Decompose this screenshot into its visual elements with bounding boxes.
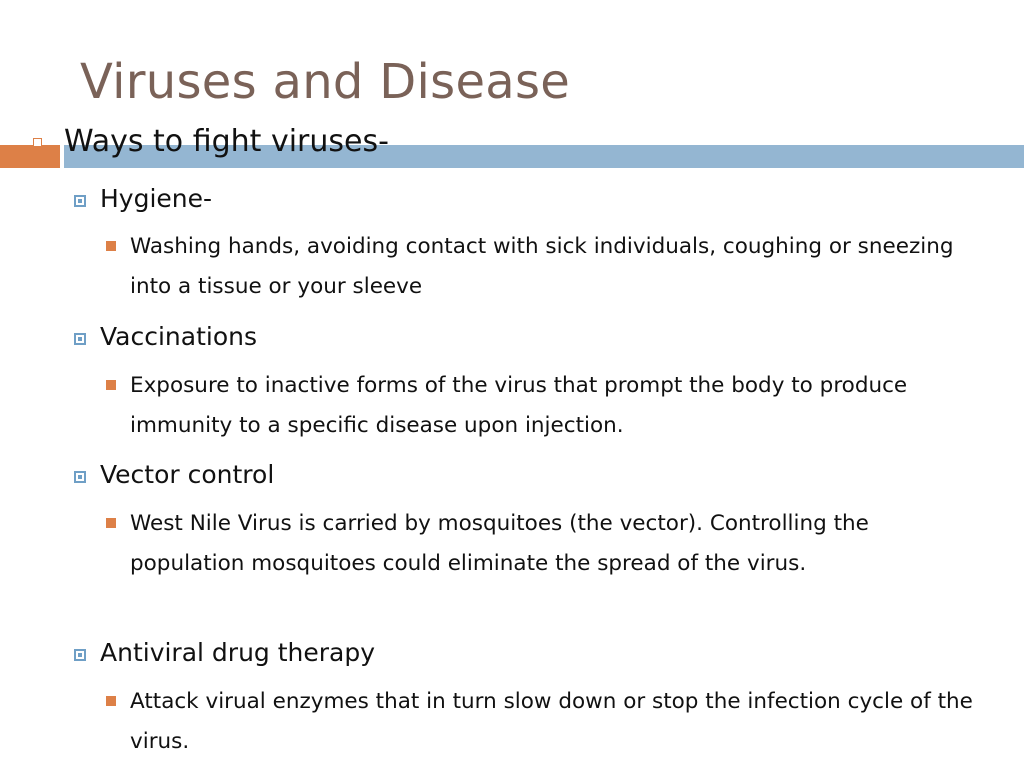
filled-square-bullet-icon (106, 518, 116, 528)
square-bullet-icon (74, 471, 86, 483)
detail-bullet-antiviral-therapy (106, 682, 976, 762)
square-bullet-icon (74, 649, 86, 661)
sub-bullet-heading: Vaccinations (100, 322, 257, 351)
detail-text: Exposure to inactive forms of the virus that prompt the body to produce immunity to a specific disease upon injection. (130, 373, 908, 438)
slide-title: Viruses and Disease (80, 54, 571, 110)
square-bullet-icon (74, 195, 86, 207)
sub-bullet-heading: Vector control (100, 460, 275, 489)
detail-text: Attack virual enzymes that in turn slow down or stop the infection cycle of the virus. (130, 689, 973, 754)
main-bullet-text: Ways to fight viruses- (64, 124, 389, 159)
detail-text: Washing hands, avoiding contact with sick individuals, coughing or sneezing into a tissue or your sleeve (130, 234, 954, 299)
square-bullet-icon (74, 333, 86, 345)
hollow-square-bullet-icon (33, 138, 42, 147)
accent-bar-orange (0, 145, 60, 168)
sub-bullet-heading: Antiviral drug therapy (100, 638, 376, 667)
detail-bullet-hygiene (106, 227, 976, 307)
filled-square-bullet-icon (106, 241, 116, 251)
detail-bullet-vector-control (106, 504, 976, 584)
filled-square-bullet-icon (106, 380, 116, 390)
sub-bullet-heading: Hygiene- (100, 184, 213, 213)
detail-text: West Nile Virus is carried by mosquitoes (the vector). Controlling the population mosquitoes could eliminate the spread of the virus. (130, 511, 869, 576)
filled-square-bullet-icon (106, 696, 116, 706)
detail-bullet-vaccinations (106, 366, 976, 446)
